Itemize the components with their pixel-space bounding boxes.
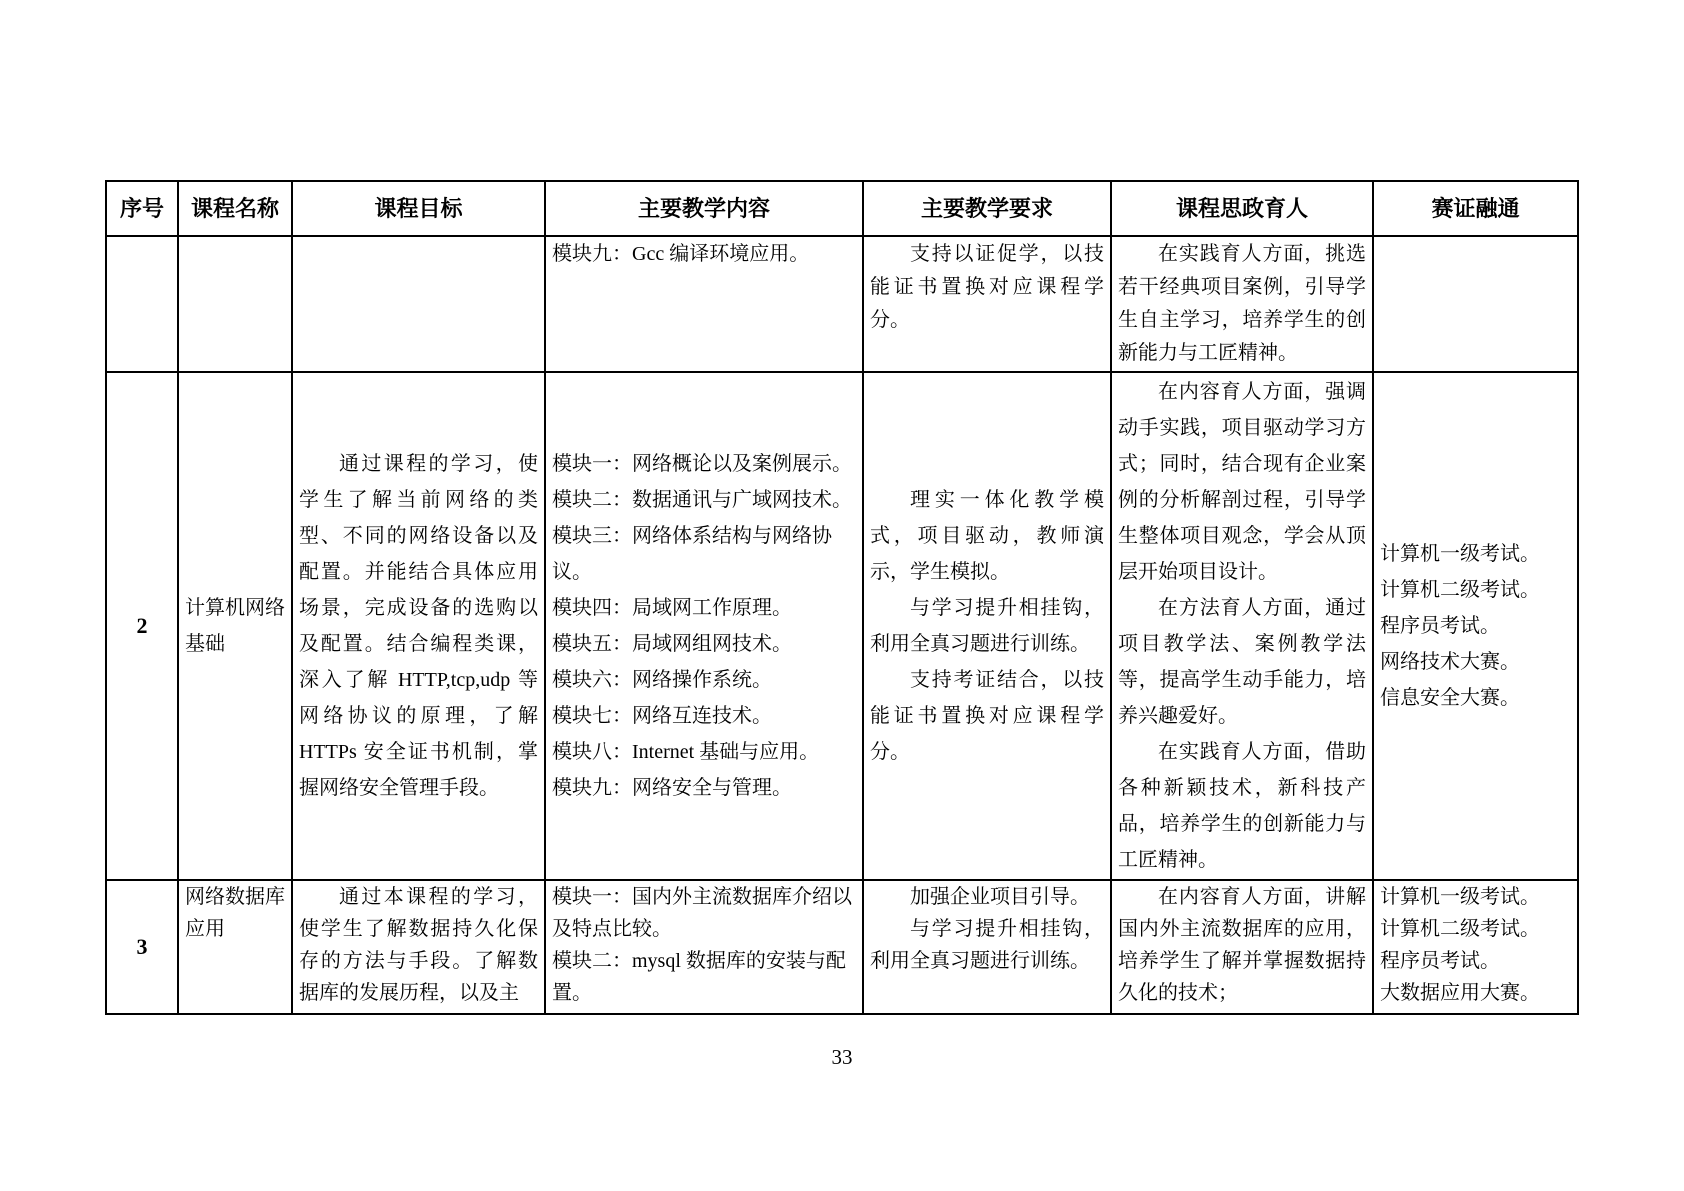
- cell-teaching-requirements: [863, 880, 1111, 1014]
- text-line: 大数据应用大赛。: [1380, 982, 1540, 1004]
- cell-teaching-content: [545, 372, 863, 880]
- table-row-continued: [106, 236, 1578, 372]
- text-line: 计算机二级考试。: [1380, 918, 1540, 940]
- text-line: 与学习提升相挂钩，利用全真习题进行训练。: [870, 597, 1104, 655]
- cell-seq: 3: [106, 880, 178, 1014]
- text-line: 程序员考试。: [1380, 950, 1500, 972]
- text-line: 模块五：局域网组网技术。: [552, 633, 792, 655]
- text-line: 与学习提升相挂钩，利用全真习题进行训练。: [870, 918, 1104, 972]
- text-line: 模块一：网络概论以及案例展示。: [552, 453, 852, 475]
- text-line: 应用: [185, 918, 225, 940]
- cell-course-name: [178, 372, 292, 880]
- cell-ideology-education: [1111, 880, 1373, 1014]
- text-line: 通过本课程的学习，使学生了解数据持久化保存的方法与手段。了解数据库的发展历程，以及主: [299, 886, 538, 1004]
- cell-certification: [1373, 880, 1578, 1014]
- table-row: [106, 372, 1578, 880]
- cell-objectives: [292, 236, 545, 372]
- text-line: 支持考证结合，以技能证书置换对应课程学分。: [870, 669, 1104, 763]
- cell-teaching-requirements: [863, 372, 1111, 880]
- text-line: 模块八：Internet 基础与应用。: [552, 741, 820, 763]
- cell-teaching-content: [545, 236, 863, 372]
- cell-certification: [1373, 372, 1578, 880]
- header-row: [106, 181, 1578, 236]
- cell-course-name: [178, 880, 292, 1014]
- header-course-name: 课程名称: [178, 181, 292, 236]
- text-line: 通过课程的学习，使学生了解当前网络的类型、不同的网络设备以及配置。并能结合具体应用场景，完成设备的选购以及配置。结合编程类课，深入了解 HTTP,tcp,udp 等网络协议的原理，了解 HTTPs 安全证书机制，掌握网络安全管理手段。: [299, 453, 538, 799]
- text-line: 在实践育人方面，挑选若干经典项目案例，引导学生自主学习，培养学生的创新能力与工匠精神。: [1118, 243, 1366, 364]
- text-line: 支持以证促学，以技能证书置换对应课程学分。: [870, 243, 1104, 331]
- header-ideology-education: 课程思政育人: [1111, 181, 1373, 236]
- header-teaching-content: 主要教学内容: [545, 181, 863, 236]
- text-line: 在内容育人方面，讲解国内外主流数据库的应用，培养学生了解并掌握数据持久化的技术；: [1118, 886, 1366, 1004]
- text-line: 模块一：国内外主流数据库介绍以及特点比较。: [552, 886, 852, 940]
- text-line: 基础: [185, 633, 225, 655]
- course-table: [105, 180, 1579, 1015]
- cell-seq: 2: [106, 372, 178, 880]
- text-line: 模块二：mysql 数据库的安装与配置。: [552, 950, 846, 1004]
- text-line: 模块九：网络安全与管理。: [552, 777, 792, 799]
- header-seq: 序号: [106, 181, 178, 236]
- cell-objectives: [292, 372, 545, 880]
- cell-seq: [106, 236, 178, 372]
- text-line: 计算机二级考试。: [1380, 579, 1540, 601]
- cell-course-name: [178, 236, 292, 372]
- table-row: [106, 880, 1578, 1014]
- text-line: 在实践育人方面，借助各种新颖技术，新科技产品，培养学生的创新能力与工匠精神。: [1118, 741, 1366, 871]
- text-line: 程序员考试。: [1380, 615, 1500, 637]
- text-line: 计算机网络: [185, 597, 285, 619]
- text-line: 模块二：数据通讯与广域网技术。: [552, 489, 852, 511]
- text-line: 在方法育人方面，通过项目教学法、案例教学法等，提高学生动手能力，培养兴趣爱好。: [1118, 597, 1366, 727]
- text-line: 加强企业项目引导。: [910, 886, 1090, 908]
- cell-teaching-content: [545, 880, 863, 1014]
- text-line: 模块九：Gcc 编译环境应用。: [552, 243, 810, 265]
- text-line: 在内容育人方面，强调动手实践，项目驱动学习方式；同时，结合现有企业案例的分析解剖过程，引导学生整体项目观念，学会从顶层开始项目设计。: [1118, 381, 1366, 583]
- text-line: 网络技术大赛。: [1380, 651, 1520, 673]
- text-line: 模块三：网络体系结构与网络协议。: [552, 525, 832, 583]
- text-line: 理实一体化教学模式，项目驱动，教师演示，学生模拟。: [870, 489, 1104, 583]
- cell-ideology-education: [1111, 372, 1373, 880]
- cell-teaching-requirements: [863, 236, 1111, 372]
- text-line: 模块七：网络互连技术。: [552, 705, 772, 727]
- header-objectives: 课程目标: [292, 181, 545, 236]
- text-line: 网络数据库: [185, 886, 285, 908]
- cell-objectives: [292, 880, 545, 1014]
- text-line: 模块六：网络操作系统。: [552, 669, 772, 691]
- header-certification: 赛证融通: [1373, 181, 1578, 236]
- text-line: 计算机一级考试。: [1380, 543, 1540, 565]
- text-line: 计算机一级考试。: [1380, 886, 1540, 908]
- text-line: 模块四：局域网工作原理。: [552, 597, 792, 619]
- cell-ideology-education: [1111, 236, 1373, 372]
- page-number: 33: [831, 1045, 853, 1069]
- header-teaching-requirements: 主要教学要求: [863, 181, 1111, 236]
- text-line: 信息安全大赛。: [1380, 687, 1520, 709]
- cell-certification: [1373, 236, 1578, 372]
